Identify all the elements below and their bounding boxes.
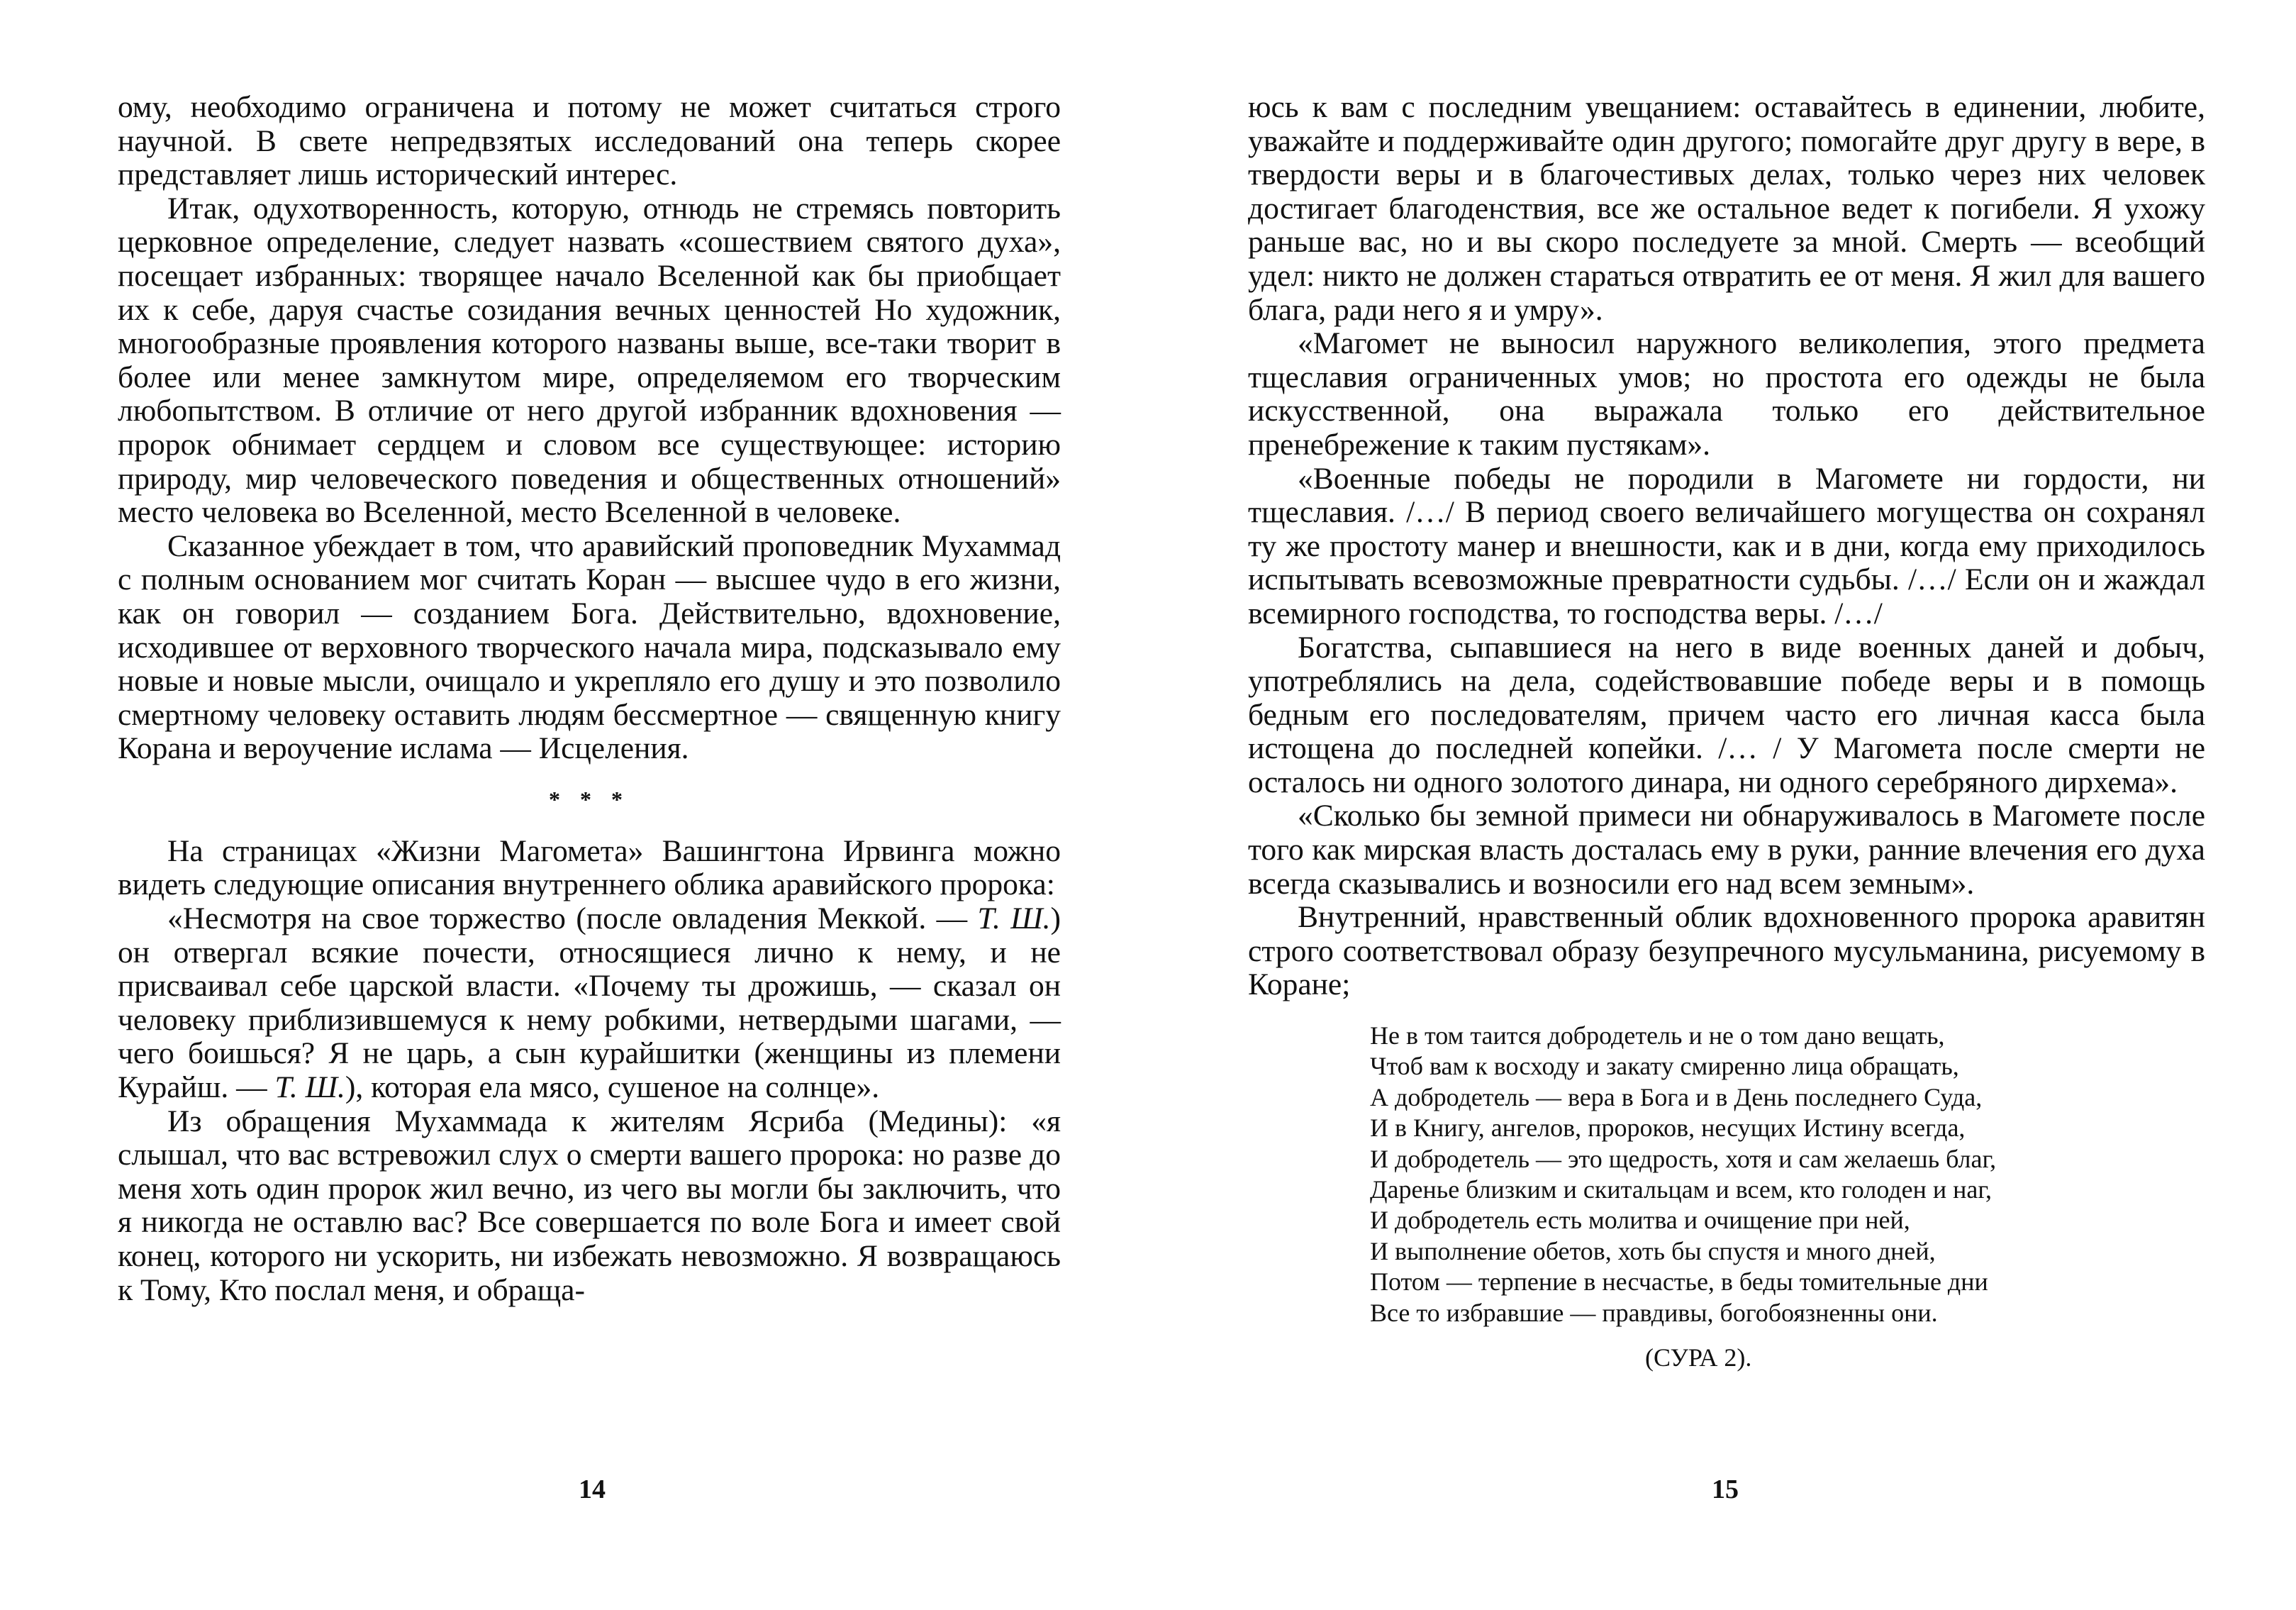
paragraph: На страницах «Жизни Магомета» Вашингтона Ирвинга можно видеть следующие описания внутреннего облика аравийского пророка:: [118, 833, 1061, 902]
poem-line: И выполнение обетов, хоть бы спустя и много дней,: [1370, 1236, 1936, 1265]
paragraph: Внутренний, нравственный облик вдохновенного пророка аравитян строго соответствовал образу безупречного мусульманина, рисуемому в Коране;: [1248, 900, 2205, 1002]
paragraph: Богатства, сыпавшиеся на него в виде военных даней и добыч, употреблялись на дела, содействовавшие победе веры и в помощь бедным его последователям, причем часто его личная касса была истощена до последней копейки. /… / У Магомета после смерти не осталось ни одного золотого динара, ни одного серебряного дирхема».: [1248, 630, 2205, 799]
right-page-text: [1248, 91, 2205, 1002]
right-page: [1248, 91, 2205, 1373]
quote-text: «Несмотря на свое торжество (после овладения Меккой. —: [167, 901, 978, 936]
quote-text: ), которая ела мясо, сушеное на солнце».: [345, 1070, 880, 1105]
poem-line: А добродетель — вера в Бога и в День последнего Суда,: [1370, 1082, 1983, 1111]
author-initials: Т. Ш.: [977, 901, 1051, 936]
paragraph: «Военные победы не породили в Магомете ни гордости, ни тщеславия. /…/ В период своего величайшего могущества он сохранял ту же простоту манер и внешности, как и в дни, когда ему приходилось испытывать всевозможные превратности судьбы. /…/ Если он и жаждал всемирного господства, то господства веры. /…/: [1248, 461, 2205, 631]
poem-line: И добродетель — это щедрость, хотя и сам желаешь благ,: [1370, 1144, 1997, 1173]
poem-line: И добродетель есть молитва и очищение при ней,: [1370, 1206, 1910, 1235]
paragraph: ому, необходимо ограничена и потому не может считаться строго научной. В свете непредвзятых исследований она теперь скорее представляет лишь исторический интерес.: [118, 90, 1061, 192]
paragraph: Сказанное убеждает в том, что аравийский проповедник Мухаммад с полным основанием мог считать Коран — высшее чудо в его жизни, как он говорил — созданием Бога. Действительно, вдохновение, исходившее от верховного творческого начала мира, подсказывало ему новые и новые мысли, очищало и укрепляло его душу и это позволило смертному человеку оставить людям бессмертное — священную книгу Корана и вероучение ислама — Исцеления.: [118, 528, 1061, 766]
author-initials: Т. Ш.: [274, 1070, 345, 1105]
paragraph: «Сколько бы земной примеси ни обнаруживалось в Магомете после того как мирская власть досталась ему в руки, ранние влечения его духа всегда сказывались и возносили его над всем земным».: [1248, 799, 2205, 901]
poem-line: Все то избравшие — правдивы, богобоязненны они.: [1370, 1298, 1938, 1327]
left-page-text: [118, 91, 1061, 1307]
paragraph: Итак, одухотворенность, которую, отнюдь не стремясь повторить церковное определение, следует назвать «сошествием святого духа», посещает избранных: творящее начало Вселенной как бы приобщает их к себе, даруя счастье созидания вечных ценностей Но художник, многообразные проявления которого названы выше, все-таки творит в более или менее замкнутом мире, определяемом его творческим любопытством. В отличие от него другой избранник вдохновения — пророк обнимает сердцем и словом все существующее: историю природу, мир человеческого поведения и общественных отношений» место человека во Вселенной, место Вселенной в человеке.: [118, 191, 1061, 530]
section-separator: * * *: [549, 786, 630, 812]
quote-paragraph: [118, 902, 1061, 1105]
paragraph: Из обращения Мухаммада к жителям Ясриба (Медины): «я слышал, что вас встревожил слух о смерти вашего пророка: но разве до меня хоть один пророк жил вечно, из чего вы могли бы заключить, что я никогда не оставлю вас? Все совершается по воле Бога и имеет свой конец, которого ни ускорить, ни избежать невозможно. Я возвращаюсь к Тому, Кто послал меня, и обраща-: [118, 1104, 1061, 1307]
poem-line: И в Книгу, ангелов, пророков, несущих Истину всегда,: [1370, 1114, 1966, 1143]
left-page: [118, 91, 1061, 1307]
poem-line: Не в том таится добродетель и не о том дано вещать,: [1370, 1021, 1945, 1050]
page-number: 14: [579, 1475, 606, 1504]
page-number: 15: [1712, 1475, 1739, 1504]
poem: [1370, 1021, 2205, 1328]
paragraph: «Магомет не выносил наружного великолепия, этого предмета тщеславия ограниченных умов; но простота его одежды не была искусственной, она выражала только его действительное пренебрежение к таким пустякам».: [1248, 326, 2205, 462]
poem-line: Даренье близким и скитальцам и всем, кто голоден и наг,: [1370, 1175, 1993, 1204]
poem-line: Потом — терпение в несчастье, в беды томительные дни: [1370, 1267, 1988, 1297]
quote-text: ) он отвергал всякие почести, относящиеся лично к нему, и не присваивал себе царской власти. «Почему ты дрожишь, — сказал он человеку приблизившемуся к нему робкими, нетвердыми шагами, — чего боишься? Я не царь, а сын курайшитки (женщины из племени Курайш. —: [118, 901, 1061, 1105]
poem-line: Чтоб вам к восходу и закату смиренно лица обращать,: [1370, 1052, 1959, 1081]
paragraph: юсь к вам с последним увещанием: оставайтесь в единении, любите, уважайте и поддерживайте один другого; помогайте друг другу в вере, в твердости веры и в благочестивых делах, только через них человек достигает благоденствия, все же остальное ведет к погибели. Я ухожу раньше вас, но и вы скоро последуете за мной. Смерть — всеобщий удел: никто не должен стараться отвратить ее от меня. Я жил для вашего блага, ради него я и умру».: [1248, 90, 2205, 327]
sura-citation: (СУРА 2).: [1645, 1343, 1752, 1372]
